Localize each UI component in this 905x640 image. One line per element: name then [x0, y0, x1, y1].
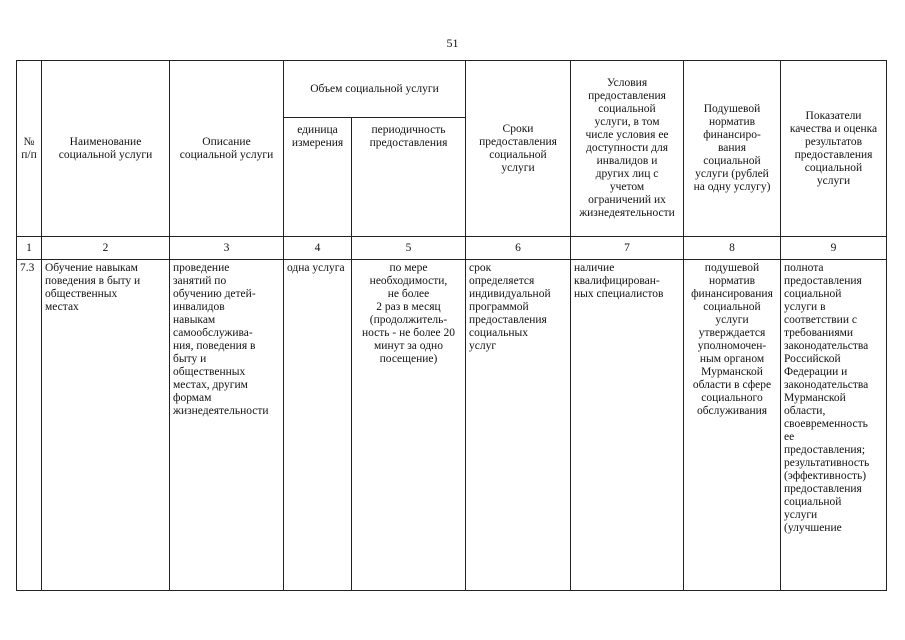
row-norm: [684, 260, 781, 591]
row-name: [42, 260, 170, 591]
header-volume: [284, 61, 466, 118]
header-row-1: [17, 61, 887, 118]
page-number: 51: [446, 36, 459, 50]
header-periodicity-text: периодичность предоставления: [369, 124, 448, 149]
row-periodicity: [352, 260, 466, 591]
column-number: 7: [571, 237, 684, 260]
row-periodicity-text: по мере необходимости, не более 2 раз в месяц (продолжитель- ность - не более 20 минут за одно посещение): [361, 262, 456, 365]
header-terms-text: Сроки предоставления социальной услуги: [479, 122, 557, 174]
column-number: 8: [684, 237, 781, 260]
row-unit-text: одна услуга: [287, 262, 345, 274]
row-norm-text: подушевой норматив финансирования социальной услуги утверждается уполномочен- ным органом Мурманской области в сфере социального обслуживания: [691, 262, 773, 417]
header-periodicity: [352, 118, 466, 237]
header-indicators: [781, 61, 887, 237]
header-num-text: № п/п: [21, 135, 37, 161]
header-volume-text: Объем социальной услуги: [310, 82, 439, 95]
header-description: [170, 61, 284, 237]
services-table: [16, 60, 887, 591]
column-number: 1: [17, 237, 42, 260]
row-indicators: [781, 260, 887, 591]
header-conditions-text: Условия предоставления социальной услуги, в том числе условия ее доступности для инвалидов и других лиц с учетом ограничений их жизнедеятельности: [579, 77, 675, 219]
header-name-text: Наименование социальной услуги: [58, 135, 153, 161]
header-description-text: Описание социальной услуги: [179, 135, 274, 161]
column-number: 6: [466, 237, 571, 260]
header-indicators-text: Показатели качества и оценка результатов предоставления социальной услуги: [789, 109, 878, 187]
row-description-text: проведение занятий по обучению детей- инвалидов навыкам самообслужива- ния, поведения в быту и общественных местах, другим формам жизнедеятельности: [173, 262, 269, 417]
row-unit: [284, 260, 352, 591]
column-number: 4: [284, 237, 352, 260]
table-row: [17, 260, 887, 591]
header-name: [42, 61, 170, 237]
row-terms-text: срок определяется индивидуальной программой предоставления социальных услуг: [469, 262, 551, 352]
header-unit: [284, 118, 352, 237]
row-conditions-text: наличие квалифицирован- ных специалистов: [574, 262, 664, 300]
column-number: 9: [781, 237, 887, 260]
row-name-text: Обучение навыкам поведения в быту и общественных местах: [45, 262, 141, 313]
column-number-row: [17, 237, 887, 260]
column-number: 3: [170, 237, 284, 260]
column-number: 2: [42, 237, 170, 260]
row-indicators-text: полнота предоставления социальной услуги в соответствии с требованиями законодательства Российской Федерации и законодательства Мурманской области, своевременность ее предоставления; результативность (эффективность) предоставления социальной услуги (улучшение: [784, 262, 870, 534]
row-description: [170, 260, 284, 591]
header-unit-text: единица измерения: [291, 124, 344, 149]
header-conditions: [571, 61, 684, 237]
header-norm: [684, 61, 781, 237]
header-terms: [466, 61, 571, 237]
header-num: [17, 61, 42, 237]
row-num: [17, 260, 42, 591]
column-number: 5: [352, 237, 466, 260]
header-norm-text: Подушевой норматив финансиро- вания социальной услуги (рублей на одну услугу): [693, 103, 771, 193]
row-terms: [466, 260, 571, 591]
row-conditions: [571, 260, 684, 591]
row-num-text: 7.3: [20, 262, 35, 274]
